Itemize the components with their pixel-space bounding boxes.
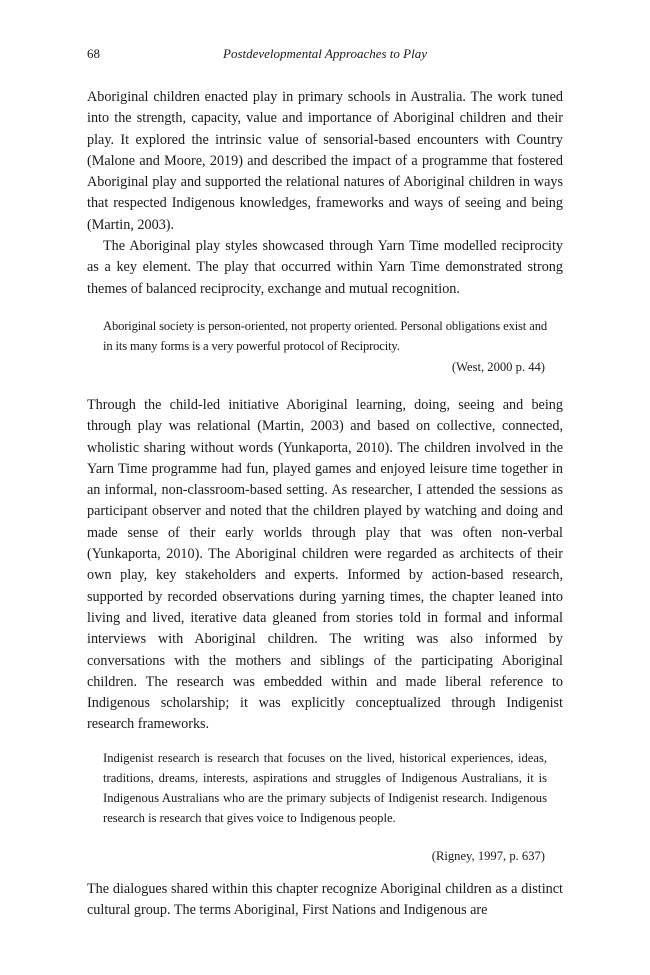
citation-west: (West, 2000 p. 44) <box>451 360 545 374</box>
page-number: 68 <box>87 46 100 61</box>
paragraph-2: The Aboriginal play styles showcased through Yarn Time modelled reciprocity as a key element. The play that occurred within Yarn Time demonstrated strong themes of balanced reciprocity, exchange and mutual recognition. <box>87 238 563 297</box>
citation-rigney: (Rigney, 1997, p. 637) <box>431 849 545 863</box>
running-head <box>87 43 563 65</box>
paragraph-3: Through the child-led initiative Aboriginal learning, doing, seeing and being through play was relational (Martin, 2003) and based on collective, connected, wholistic sharing without words (Yunkaporta, 2010). The children involved in the Yarn Time programme had fun, played games and enjoyed leisure time together in an informal, non-classroom-based setting. As researcher, I attended the sessions as participant observer and noted that the children played by watching and doing and made sense of their early worlds through play that was often non-verbal (Yunkaporta, 2010). The Aboriginal children were regarded as architects of their own play, key stakeholders and experts. Informed by action-based research, supported by recorded observations during yarning times, the chapter leaned into living and lived, iterative data gleaned from stories told in formal and informal interviews with Aboriginal children. The writing was also informed by conversations with the mothers and siblings of the participating Aboriginal children. The research was embedded within and made liberal reference to Indigenous scholarship; it was explicitly conceptualized through Indigenist research frameworks. <box>87 397 563 733</box>
paragraph-4: The dialogues shared within this chapter recognize Aboriginal children as a distinct cultural group. The terms Aboriginal, First Nations and Indigenous are <box>87 881 563 919</box>
running-title: Postdevelopmental Approaches to Play <box>223 46 427 61</box>
paragraph-1: Aboriginal children enacted play in primary schools in Australia. The work tuned into the strength, capacity, value and importance of Aboriginal children and their play. It explored the intrinsic value of sensorial-based encounters with Country (Malone and Moore, 2019) and described the impact of a programme that fostered Aboriginal play and supported the relational natures of Aboriginal children in ways that respected Indigenous knowledges, frameworks and ways of seeing and being (Martin, 2003). <box>87 89 563 233</box>
block-quote-rigney: Indigenist research is research that focuses on the lived, historical experiences, ideas, traditions, dreams, interests, aspirations and struggles of Indigenous Australians, it is Indigenous Australians who are the primary subjects of Indigenist research. Indigenous research is research that gives voice to Indigenous people. <box>103 751 547 825</box>
block-quote-west: Aboriginal society is person-oriented, not property oriented. Personal obligations exist and in its many forms is a very powerful protocol of Reciprocity. <box>103 319 547 353</box>
